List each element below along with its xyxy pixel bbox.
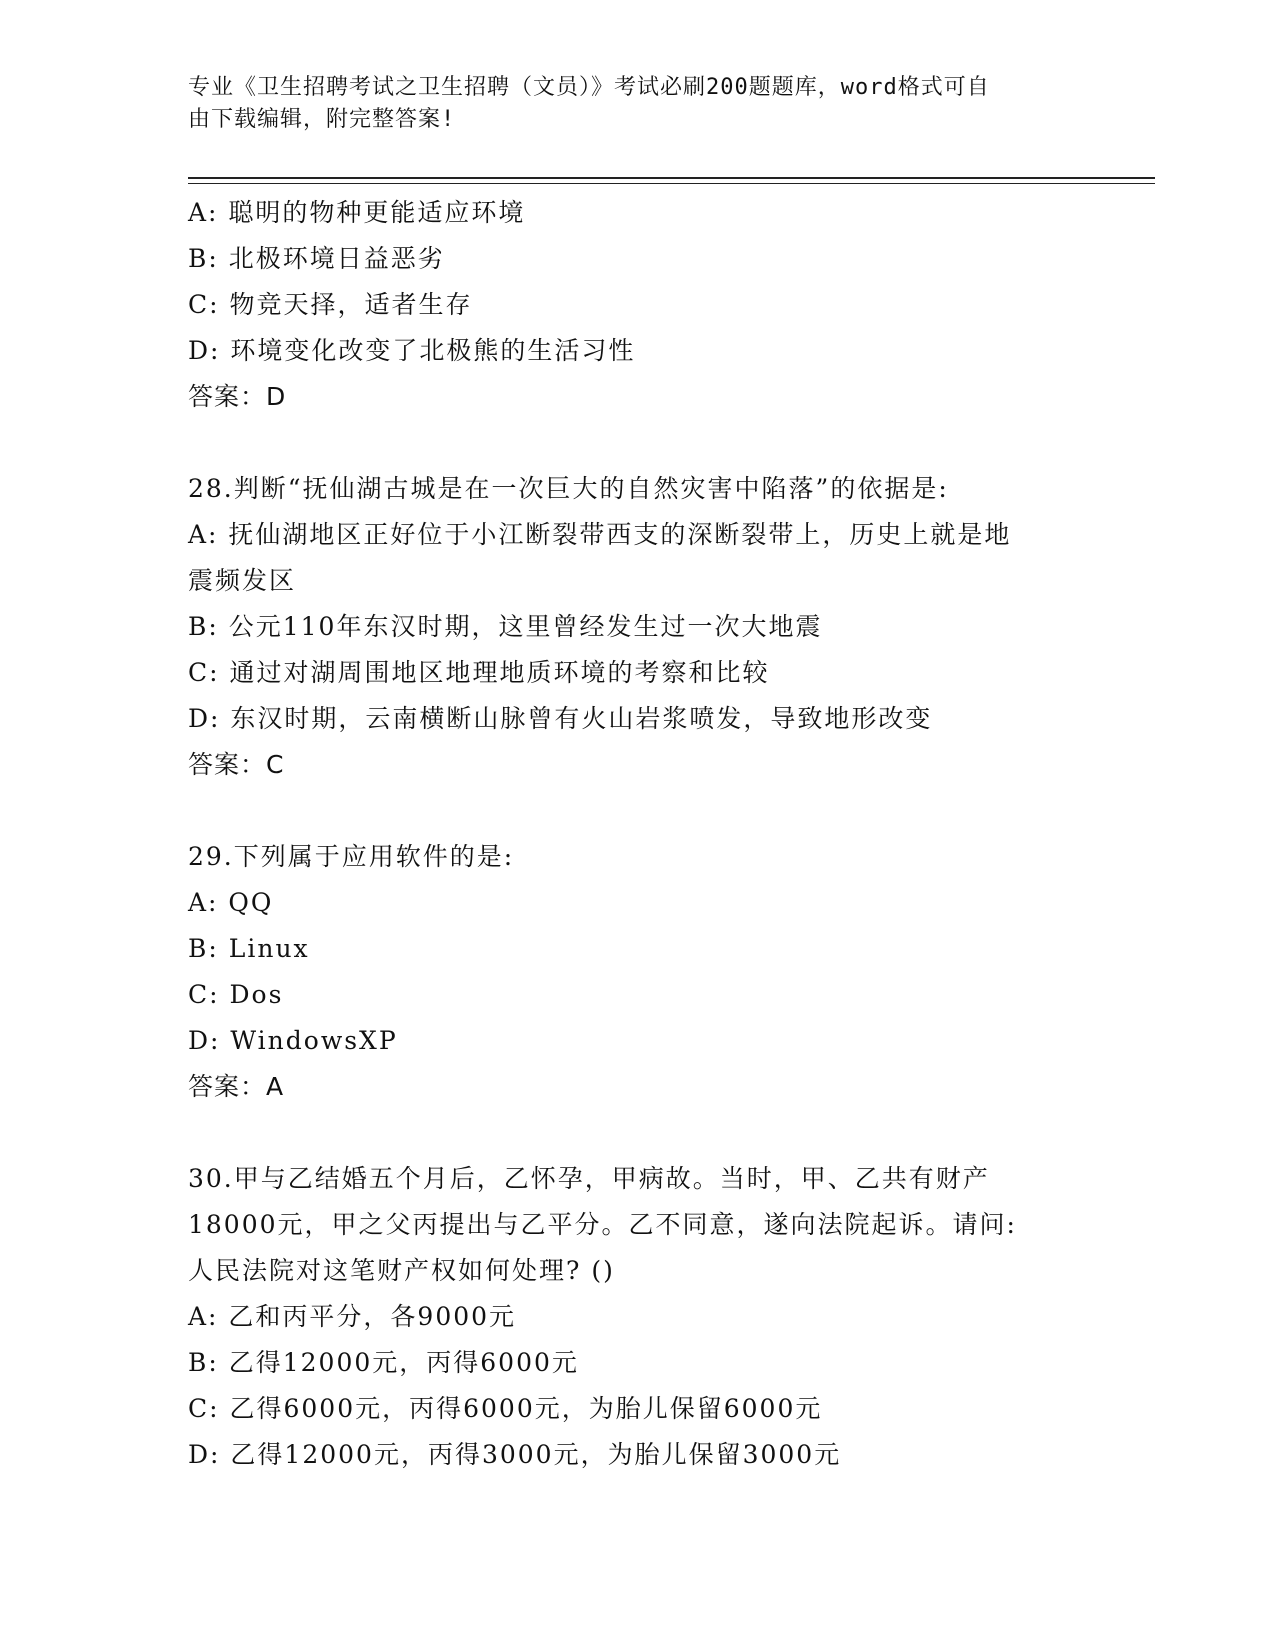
option-c: C: 乙得6000元，丙得6000元，为胎儿保留6000元 bbox=[188, 1394, 823, 1423]
option-b: B: 公元110年东汉时期，这里曾经发生过一次大地震 bbox=[188, 612, 823, 641]
question-29 bbox=[188, 834, 1088, 1110]
question-list bbox=[188, 190, 1088, 1478]
option-a-continued: 震频发区 bbox=[188, 566, 297, 595]
option-a: A: 抚仙湖地区正好位于小江断裂带西支的深断裂带上，历史上就是地 bbox=[188, 520, 1012, 549]
option-d: D: 东汉时期，云南横断山脉曾有火山岩浆喷发，导致地形改变 bbox=[188, 704, 933, 733]
header-line-1: 专业《卫生招聘考试之卫生招聘（文员）》考试必刷200题题库，word格式可自 bbox=[188, 75, 990, 100]
question-text-line-3: 人民法院对这笔财产权如何处理? () bbox=[188, 1256, 615, 1285]
answer: 答案：A bbox=[188, 1072, 285, 1101]
answer: 答案：C bbox=[188, 750, 285, 779]
question-28 bbox=[188, 466, 1088, 788]
document-header bbox=[188, 72, 1068, 136]
header-line-2: 由下载编辑，附完整答案! bbox=[188, 107, 456, 132]
option-b: B: 乙得12000元，丙得6000元 bbox=[188, 1348, 579, 1377]
answer: 答案：D bbox=[188, 382, 287, 411]
question-text-line-1: 30.甲与乙结婚五个月后，乙怀孕，甲病故。当时，甲、乙共有财产 bbox=[188, 1164, 990, 1193]
option-a: A: 聪明的物种更能适应环境 bbox=[188, 198, 526, 227]
header-divider-thick bbox=[188, 177, 1155, 179]
option-b: B: Linux bbox=[188, 934, 310, 963]
option-d: D: 环境变化改变了北极熊的生活习性 bbox=[188, 336, 636, 365]
question-30 bbox=[188, 1156, 1088, 1478]
option-d: D: WindowsXP bbox=[188, 1026, 398, 1055]
option-a: A: 乙和丙平分，各9000元 bbox=[188, 1302, 517, 1331]
question-text-line-2: 18000元，甲之父丙提出与乙平分。乙不同意，遂向法院起诉。请问: bbox=[188, 1210, 1017, 1239]
spacer bbox=[188, 788, 1088, 834]
option-c: C: 物竞天择，适者生存 bbox=[188, 290, 473, 319]
option-a: A: QQ bbox=[188, 888, 274, 917]
header-divider-thin bbox=[188, 183, 1155, 184]
question-text: 28.判断“抚仙湖古城是在一次巨大的自然灾害中陷落”的依据是: bbox=[188, 474, 949, 503]
option-c: C: 通过对湖周围地区地理地质环境的考察和比较 bbox=[188, 658, 770, 687]
option-d: D: 乙得12000元，丙得3000元，为胎儿保留3000元 bbox=[188, 1440, 842, 1469]
spacer bbox=[188, 420, 1088, 466]
spacer bbox=[188, 1110, 1088, 1156]
question-text: 29.下列属于应用软件的是: bbox=[188, 842, 515, 871]
option-c: C: Dos bbox=[188, 980, 284, 1009]
question-27 bbox=[188, 190, 1088, 420]
option-b: B: 北极环境日益恶劣 bbox=[188, 244, 445, 273]
